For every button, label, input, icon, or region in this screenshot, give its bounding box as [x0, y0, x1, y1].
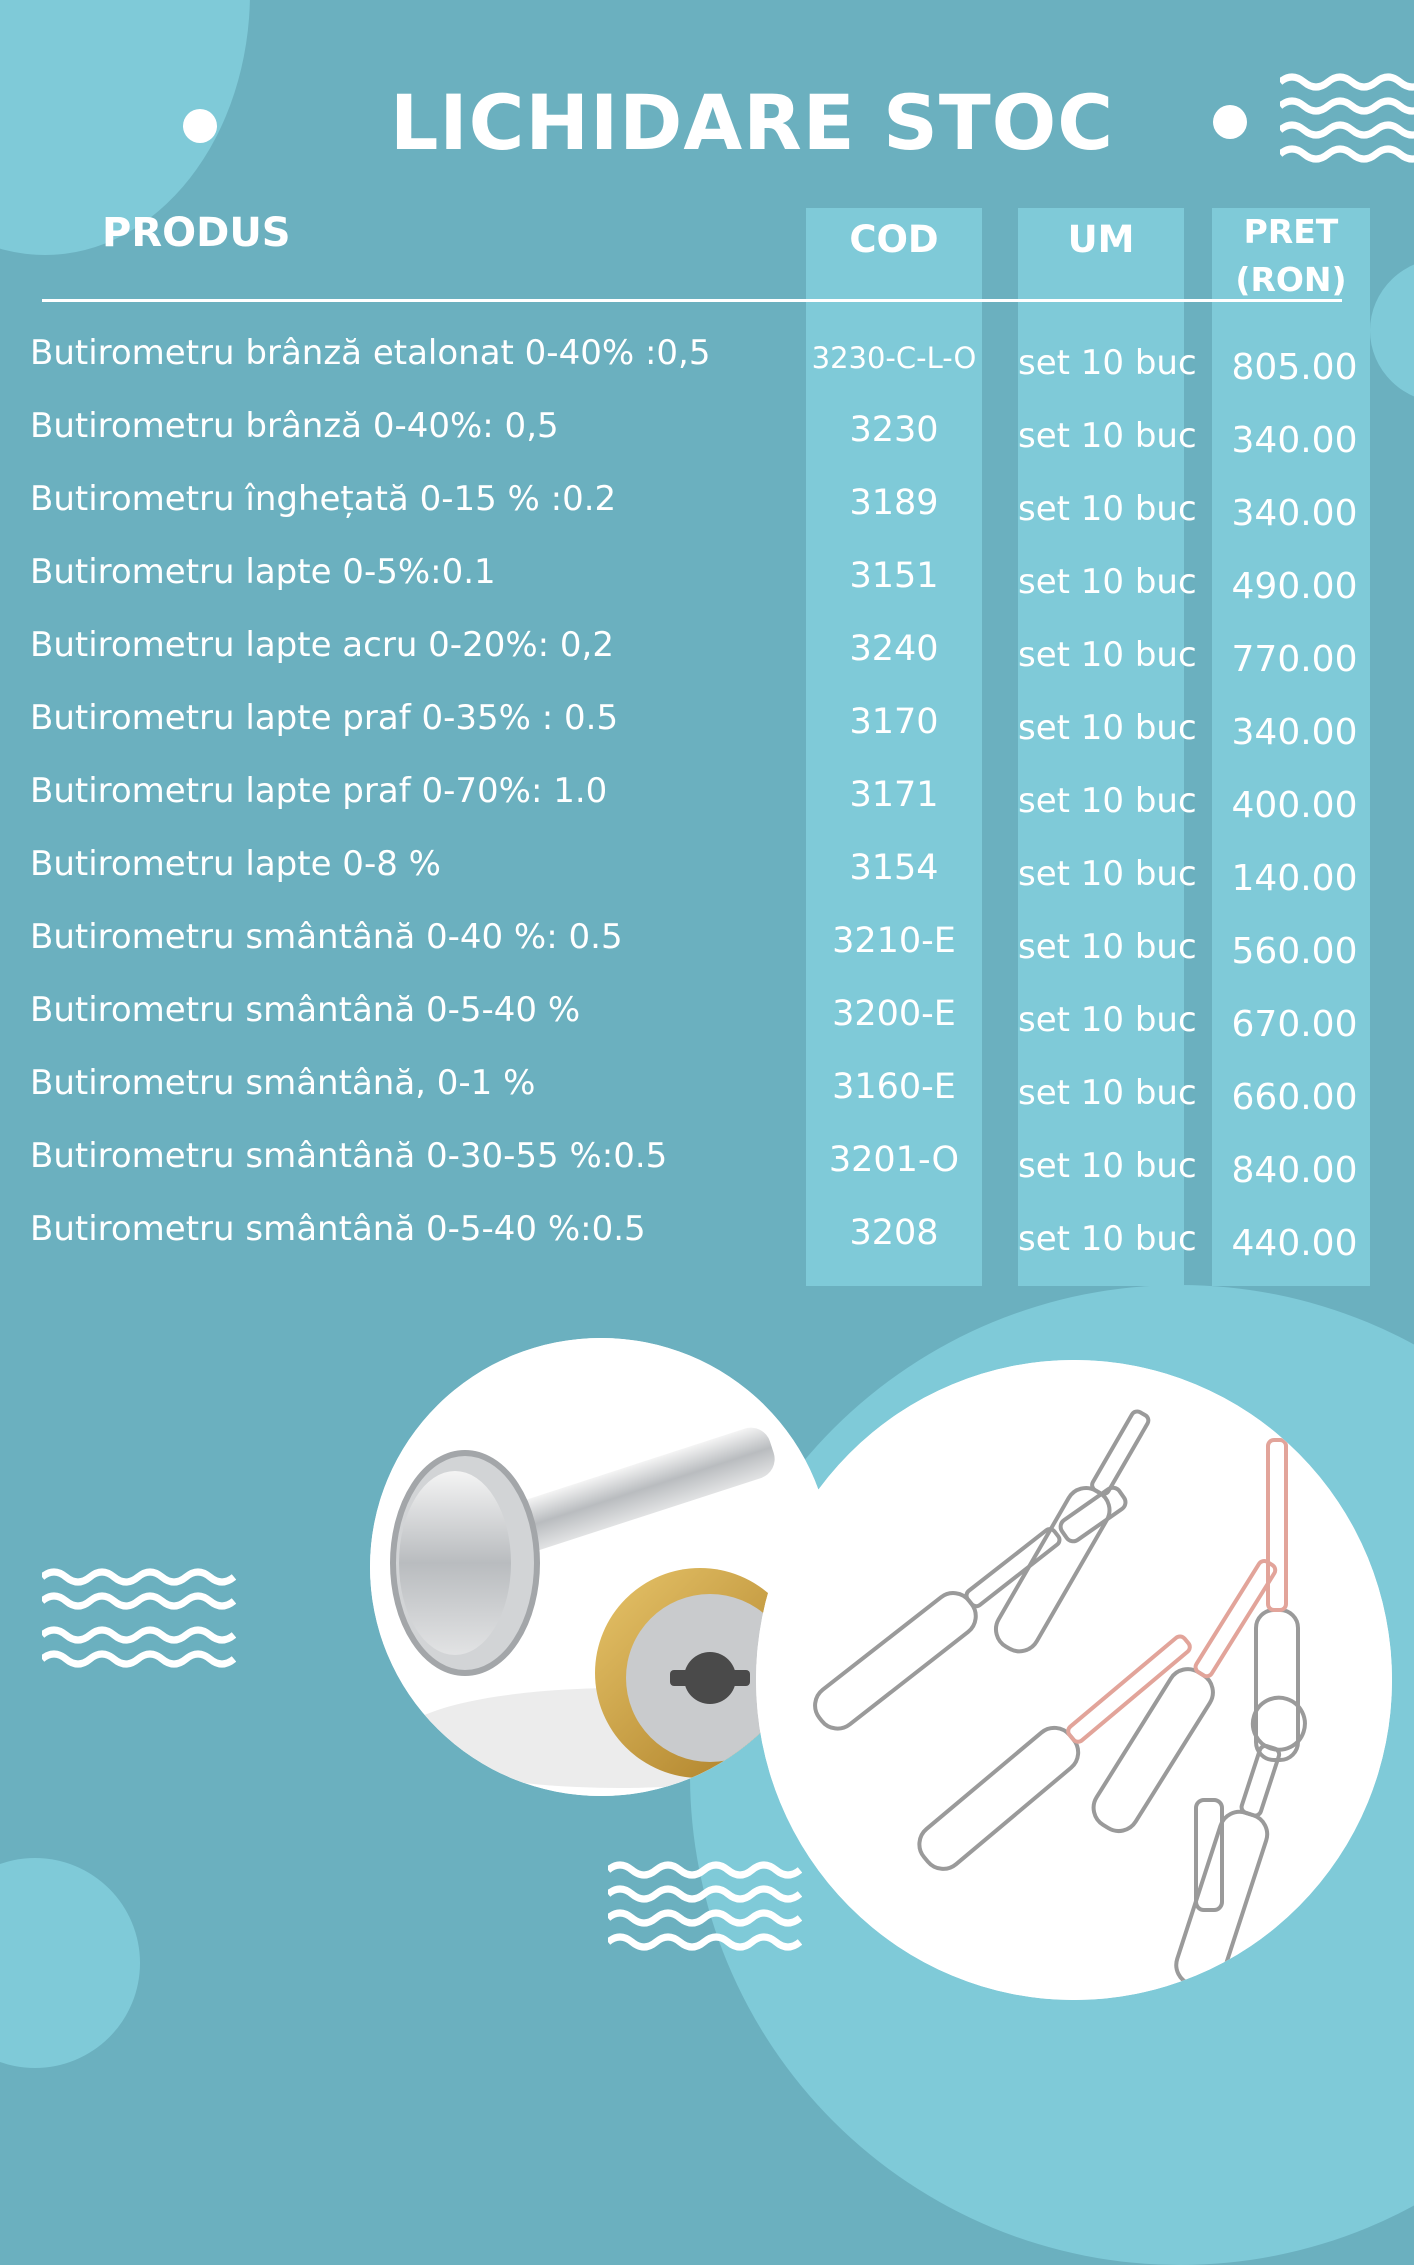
product-code: 3151 — [849, 556, 939, 596]
product-unit: set 10 buc — [1018, 416, 1197, 456]
product-name: Butirometru smântână, 0-1 % — [30, 1063, 536, 1103]
table-row — [0, 552, 1414, 625]
product-name: Butirometru brânză 0-40%: 0,5 — [30, 406, 559, 446]
product-unit: set 10 buc — [1018, 781, 1197, 821]
product-unit: set 10 buc — [1018, 1073, 1197, 1113]
product-code: 3189 — [849, 483, 939, 523]
product-code: 3170 — [849, 702, 939, 742]
product-name: Butirometru lapte 0-5%:0.1 — [30, 552, 496, 592]
product-price: 490.00 — [1231, 566, 1358, 607]
wave-pattern-icon — [608, 1858, 802, 1958]
product-code: 3208 — [849, 1213, 939, 1253]
product-price: 340.00 — [1231, 493, 1358, 534]
product-price: 340.00 — [1231, 420, 1358, 461]
product-price: 670.00 — [1231, 1004, 1358, 1045]
table-row — [0, 1209, 1414, 1282]
product-name: Butirometru brânză etalonat 0-40% :0,5 — [30, 333, 711, 373]
table-row — [0, 333, 1414, 406]
product-unit: set 10 buc — [1018, 635, 1197, 675]
product-price: 400.00 — [1231, 785, 1358, 826]
product-price: 770.00 — [1231, 639, 1358, 680]
product-price: 340.00 — [1231, 712, 1358, 753]
product-unit: set 10 buc — [1018, 1000, 1197, 1040]
product-name: Butirometru lapte acru 0-20%: 0,2 — [30, 625, 614, 665]
table-row — [0, 698, 1414, 771]
product-unit: set 10 buc — [1018, 489, 1197, 529]
product-price: 805.00 — [1231, 347, 1358, 388]
table-row — [0, 990, 1414, 1063]
product-code: 3230-C-L-O — [811, 341, 977, 375]
product-unit: set 10 buc — [1018, 927, 1197, 967]
product-price: 660.00 — [1231, 1077, 1358, 1118]
product-unit: set 10 buc — [1018, 854, 1197, 894]
table-row — [0, 917, 1414, 990]
product-code: 3230 — [849, 410, 939, 450]
table-row — [0, 844, 1414, 917]
table-row — [0, 1136, 1414, 1209]
butyrometers-illustration — [756, 1360, 1392, 2000]
product-code: 3210-E — [832, 921, 956, 961]
product-price: 440.00 — [1231, 1223, 1358, 1264]
product-photo-butyrometers — [756, 1360, 1392, 2000]
product-name: Butirometru smântână 0-5-40 %:0.5 — [30, 1209, 646, 1249]
product-code: 3171 — [849, 775, 939, 815]
product-unit: set 10 buc — [1018, 708, 1197, 748]
product-code: 3160-E — [832, 1067, 956, 1107]
header-cod: COD — [849, 218, 939, 261]
product-name: Butirometru lapte praf 0-70%: 1.0 — [30, 771, 608, 811]
header-pret-line2: (RON) — [1235, 260, 1347, 299]
page-title: LICHIDARE STOC — [389, 78, 1115, 167]
product-name: Butirometru smântână 0-5-40 % — [30, 990, 581, 1030]
header-um: UM — [1067, 218, 1135, 261]
header-pret-line1: PRET — [1243, 212, 1339, 251]
product-name: Butirometru smântână 0-30-55 %:0.5 — [30, 1136, 668, 1176]
header-pret — [1212, 208, 1370, 304]
product-code: 3201-O — [828, 1140, 960, 1180]
wave-pattern-icon — [42, 1565, 236, 1675]
table-row — [0, 406, 1414, 479]
header-produs: PRODUS — [102, 210, 291, 256]
product-price: 560.00 — [1231, 931, 1358, 972]
product-unit: set 10 buc — [1018, 562, 1197, 602]
table-row — [0, 1063, 1414, 1136]
table-row — [0, 625, 1414, 698]
product-code: 3200-E — [832, 994, 956, 1034]
product-unit: set 10 buc — [1018, 1219, 1197, 1259]
product-name: Butirometru înghețată 0-15 % :0.2 — [30, 479, 617, 519]
product-unit: set 10 buc — [1018, 1146, 1197, 1186]
table-row — [0, 771, 1414, 844]
decorative-blob-bottom-left — [0, 1858, 140, 2068]
product-unit: set 10 buc — [1018, 343, 1197, 383]
product-name: Butirometru lapte 0-8 % — [30, 844, 441, 884]
product-name: Butirometru lapte praf 0-35% : 0.5 — [30, 698, 619, 738]
header-divider — [42, 299, 1342, 302]
product-name: Butirometru smântână 0-40 %: 0.5 — [30, 917, 623, 957]
product-price: 140.00 — [1231, 858, 1358, 899]
product-code: 3240 — [849, 629, 939, 669]
product-code: 3154 — [849, 848, 939, 888]
table-row — [0, 479, 1414, 552]
product-price: 840.00 — [1231, 1150, 1358, 1191]
